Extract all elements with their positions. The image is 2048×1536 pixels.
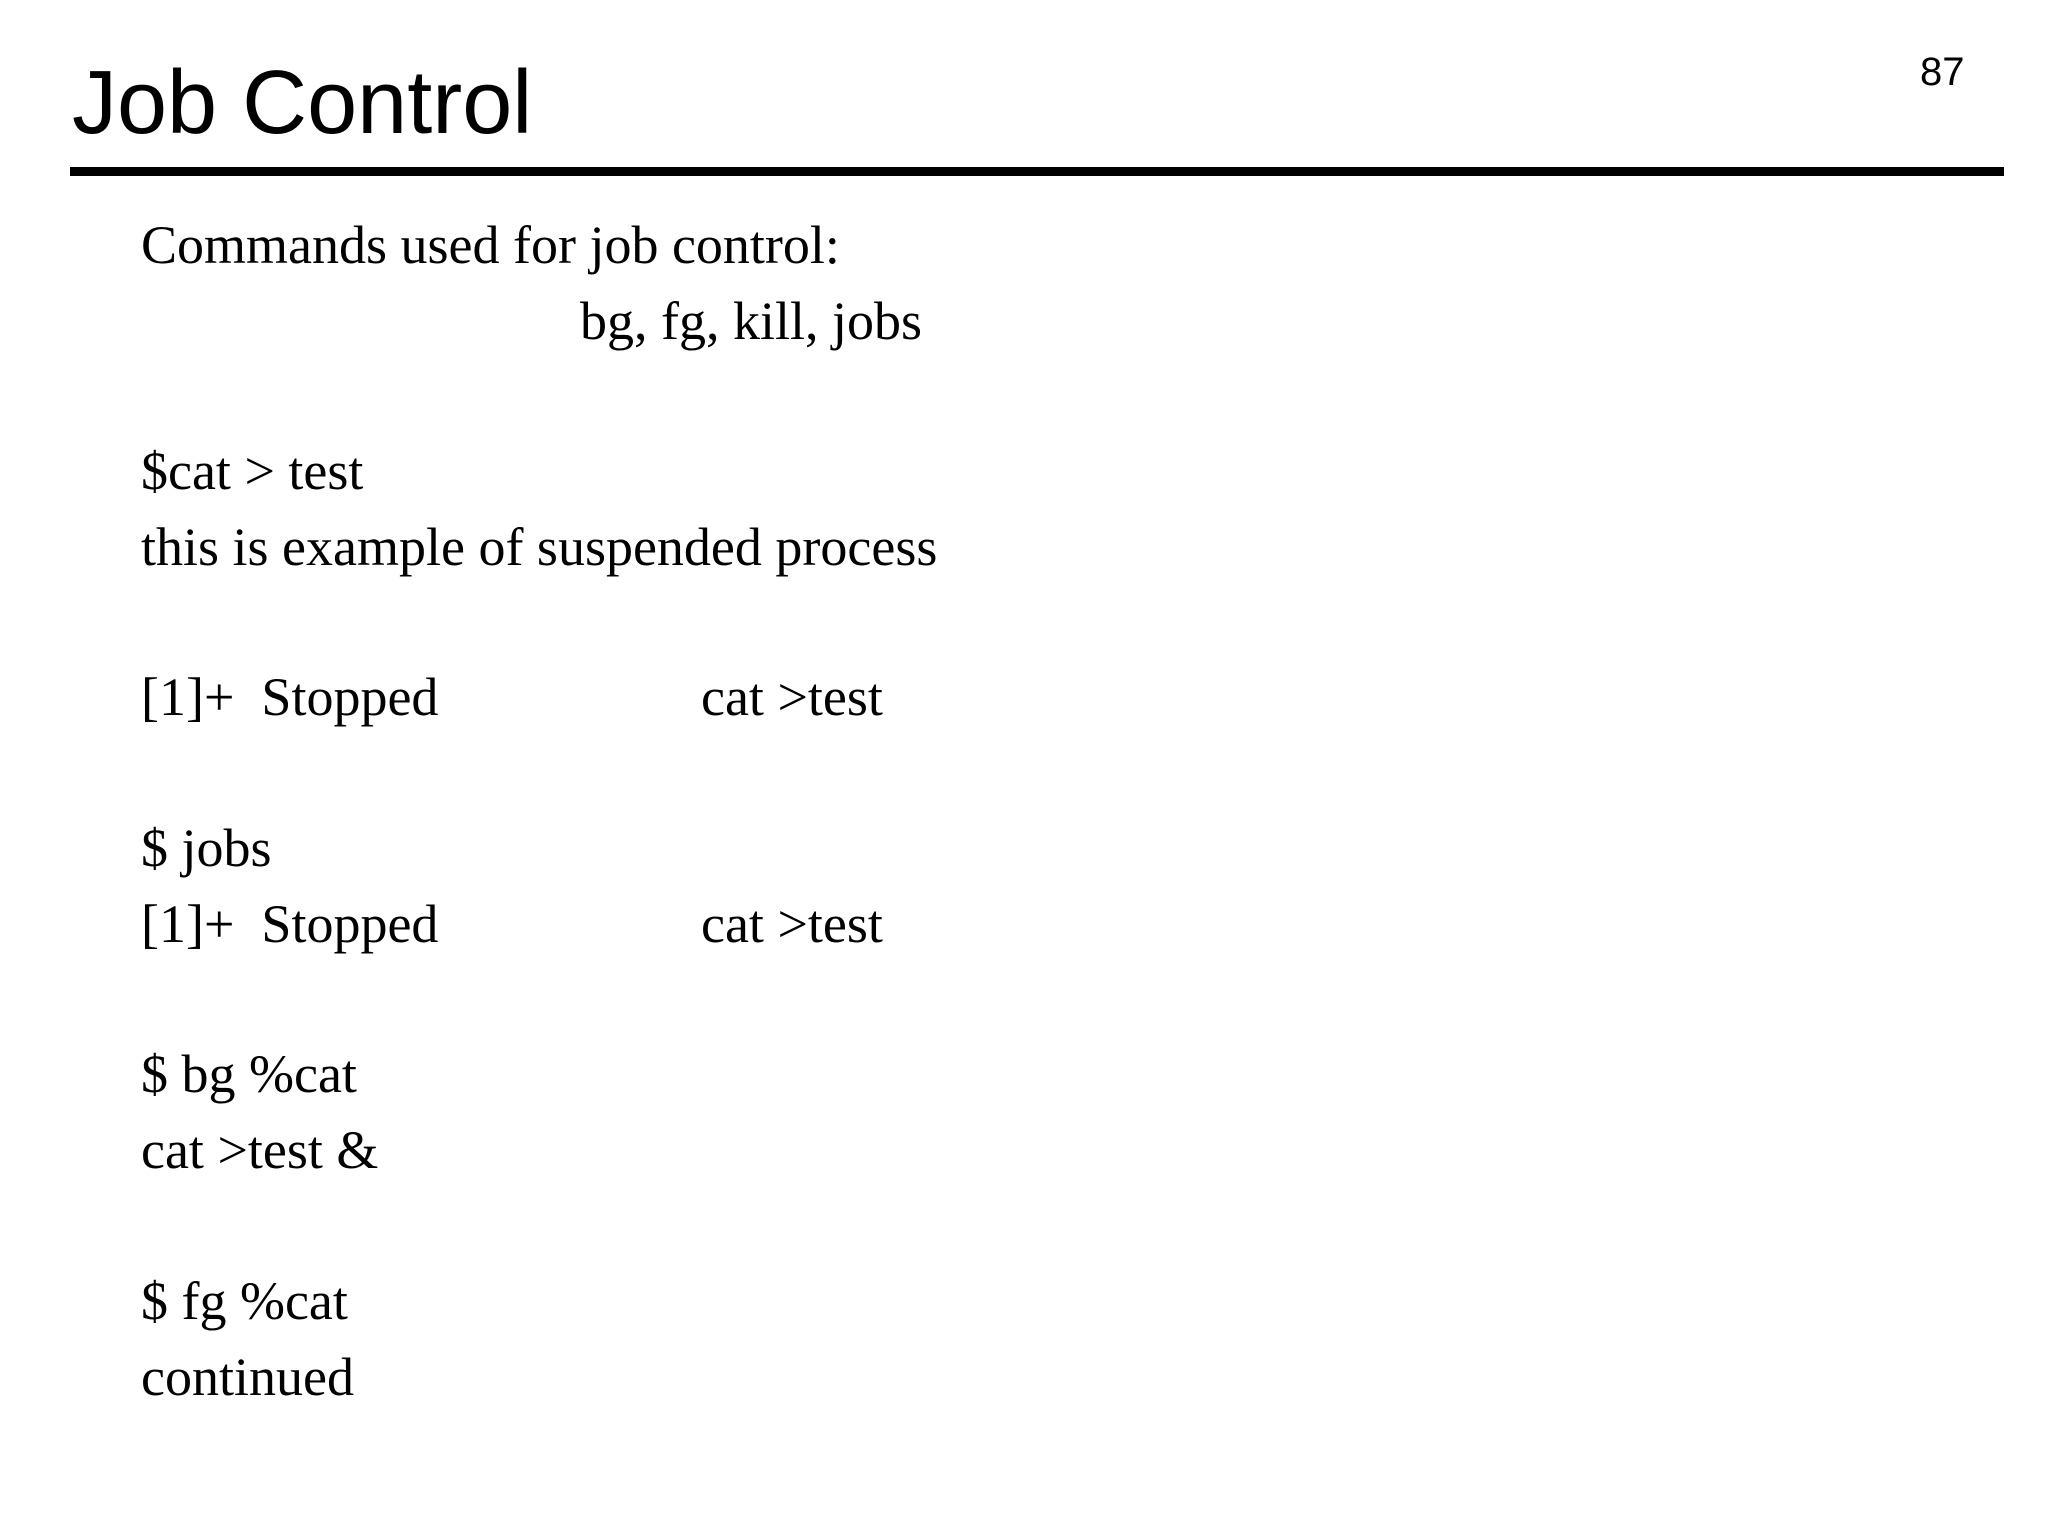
bg-output-line: cat >test & <box>141 1120 379 1180</box>
jobs-command-line: $ jobs <box>141 818 272 878</box>
stopped-job-2: [1]+ Stopped <box>141 894 439 954</box>
fg-output-line: continued <box>141 1347 354 1407</box>
intro-text: Commands used for job control: <box>141 215 840 275</box>
stopped-command-1: cat >test <box>701 667 883 727</box>
stopped-status-line-1 <box>141 664 883 730</box>
slide-title: Job Control <box>72 53 533 153</box>
title-divider <box>70 167 2004 176</box>
bg-command-line: $ bg %cat <box>141 1044 357 1104</box>
cat-command-line: $cat > test <box>141 441 364 501</box>
commands-list: bg, fg, kill, jobs <box>580 291 923 351</box>
page-number: 87 <box>1920 50 1965 94</box>
fg-command-line: $ fg %cat <box>141 1271 348 1331</box>
cat-input-line: this is example of suspended process <box>141 517 938 577</box>
stopped-command-2: cat >test <box>701 894 883 954</box>
stopped-job-1: [1]+ Stopped <box>141 667 439 727</box>
stopped-status-line-2 <box>141 891 883 957</box>
